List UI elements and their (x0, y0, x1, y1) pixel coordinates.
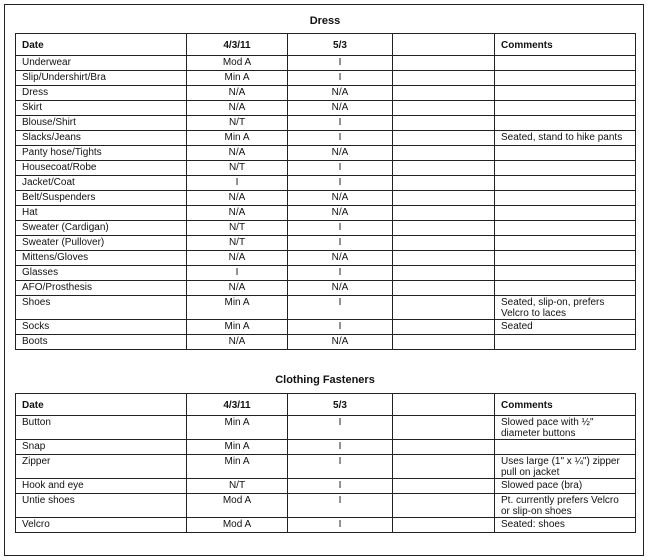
fasteners-header-date: Date (16, 394, 187, 416)
dress-header-date2: 5/3 (288, 34, 393, 56)
cell-blank (393, 116, 495, 131)
cell-blank (393, 146, 495, 161)
cell-blank (393, 221, 495, 236)
cell-rating-2: I (288, 266, 393, 281)
cell-item: Housecoat/Robe (16, 161, 187, 176)
cell-rating-2: N/A (288, 281, 393, 296)
cell-comment (495, 236, 636, 251)
cell-rating-1: I (187, 266, 288, 281)
cell-item: Skirt (16, 101, 187, 116)
dress-table-body (16, 56, 636, 350)
cell-blank (393, 455, 495, 479)
cell-rating-1: Min A (187, 71, 288, 86)
table-row (16, 281, 636, 296)
cell-rating-2: N/A (288, 251, 393, 266)
cell-rating-1: Min A (187, 320, 288, 335)
cell-comment (495, 71, 636, 86)
cell-rating-2: I (288, 116, 393, 131)
cell-blank (393, 335, 495, 350)
cell-comment (495, 440, 636, 455)
cell-rating-1: N/T (187, 479, 288, 494)
cell-blank (393, 191, 495, 206)
cell-blank (393, 320, 495, 335)
cell-rating-2: I (288, 221, 393, 236)
cell-rating-2: I (288, 296, 393, 320)
cell-rating-1: N/A (187, 86, 288, 101)
cell-item: AFO/Prosthesis (16, 281, 187, 296)
table-row (16, 251, 636, 266)
table-row (16, 146, 636, 161)
table-row (16, 266, 636, 281)
cell-blank (393, 251, 495, 266)
cell-item: Sweater (Pullover) (16, 236, 187, 251)
fasteners-header-comments: Comments (495, 394, 636, 416)
cell-rating-1: N/A (187, 281, 288, 296)
cell-comment (495, 281, 636, 296)
cell-item: Sweater (Cardigan) (16, 221, 187, 236)
table-row (16, 518, 636, 533)
cell-comment (495, 176, 636, 191)
cell-item: Blouse/Shirt (16, 116, 187, 131)
table-row (16, 479, 636, 494)
cell-blank (393, 440, 495, 455)
table-row (16, 221, 636, 236)
cell-item: Button (16, 416, 187, 440)
cell-comment (495, 206, 636, 221)
cell-rating-1: Min A (187, 131, 288, 146)
fasteners-table-body (16, 416, 636, 533)
cell-item: Socks (16, 320, 187, 335)
cell-item: Hook and eye (16, 479, 187, 494)
cell-item: Snap (16, 440, 187, 455)
cell-rating-1: Mod A (187, 494, 288, 518)
cell-blank (393, 494, 495, 518)
dress-header-row (16, 34, 636, 56)
cell-rating-2: N/A (288, 86, 393, 101)
cell-item: Glasses (16, 266, 187, 281)
cell-comment (495, 116, 636, 131)
cell-rating-1: N/T (187, 236, 288, 251)
cell-comment (495, 161, 636, 176)
table-row (16, 86, 636, 101)
table-row (16, 161, 636, 176)
table-row (16, 176, 636, 191)
cell-rating-2: I (288, 494, 393, 518)
cell-blank (393, 131, 495, 146)
cell-item: Dress (16, 86, 187, 101)
cell-rating-1: N/A (187, 146, 288, 161)
cell-item: Slacks/Jeans (16, 131, 187, 146)
cell-rating-1: Min A (187, 440, 288, 455)
cell-rating-2: I (288, 56, 393, 71)
cell-comment: Seated: shoes (495, 518, 636, 533)
cell-rating-1: N/A (187, 191, 288, 206)
cell-rating-1: N/A (187, 251, 288, 266)
cell-comment: Seated, slip-on, prefers Velcro to laces (495, 296, 636, 320)
cell-rating-1: N/T (187, 116, 288, 131)
cell-comment (495, 86, 636, 101)
table-row (16, 101, 636, 116)
dress-header-date: Date (16, 34, 187, 56)
cell-item: Boots (16, 335, 187, 350)
cell-blank (393, 416, 495, 440)
fasteners-table (15, 393, 636, 533)
dress-header-date1: 4/3/11 (187, 34, 288, 56)
cell-blank (393, 161, 495, 176)
cell-comment: Seated (495, 320, 636, 335)
cell-blank (393, 266, 495, 281)
cell-item: Belt/Suspenders (16, 191, 187, 206)
cell-blank (393, 281, 495, 296)
table-row (16, 116, 636, 131)
cell-blank (393, 176, 495, 191)
cell-comment: Pt. currently prefers Velcro or slip-on shoes (495, 494, 636, 518)
table-row (16, 440, 636, 455)
cell-item: Jacket/Coat (16, 176, 187, 191)
cell-blank (393, 479, 495, 494)
cell-blank (393, 86, 495, 101)
table-row (16, 494, 636, 518)
cell-rating-1: Min A (187, 416, 288, 440)
cell-blank (393, 56, 495, 71)
cell-comment (495, 191, 636, 206)
dress-header-blank (393, 34, 495, 56)
cell-comment (495, 221, 636, 236)
cell-rating-1: N/T (187, 161, 288, 176)
cell-item: Underwear (16, 56, 187, 71)
cell-rating-2: I (288, 518, 393, 533)
cell-item: Mittens/Gloves (16, 251, 187, 266)
cell-comment: Seated, stand to hike pants (495, 131, 636, 146)
table-row (16, 335, 636, 350)
cell-rating-2: I (288, 131, 393, 146)
table-row (16, 296, 636, 320)
fasteners-header-date1: 4/3/11 (187, 394, 288, 416)
cell-rating-2: I (288, 236, 393, 251)
cell-blank (393, 206, 495, 221)
cell-item: Zipper (16, 455, 187, 479)
cell-blank (393, 296, 495, 320)
cell-rating-2: N/A (288, 146, 393, 161)
table-row (16, 71, 636, 86)
table-row (16, 236, 636, 251)
cell-rating-1: N/A (187, 335, 288, 350)
table-row (16, 416, 636, 440)
cell-rating-1: N/A (187, 101, 288, 116)
cell-rating-2: I (288, 71, 393, 86)
cell-rating-2: N/A (288, 101, 393, 116)
cell-item: Hat (16, 206, 187, 221)
dress-table (15, 33, 636, 350)
dress-header-comments: Comments (495, 34, 636, 56)
cell-blank (393, 71, 495, 86)
cell-rating-2: N/A (288, 206, 393, 221)
cell-comment: Slowed pace (bra) (495, 479, 636, 494)
cell-rating-1: Mod A (187, 56, 288, 71)
cell-blank (393, 236, 495, 251)
fasteners-header-row (16, 394, 636, 416)
table-row (16, 56, 636, 71)
cell-item: Slip/Undershirt/Bra (16, 71, 187, 86)
cell-comment (495, 335, 636, 350)
table-row (16, 131, 636, 146)
cell-item: Velcro (16, 518, 187, 533)
cell-rating-1: Min A (187, 296, 288, 320)
cell-rating-1: N/A (187, 206, 288, 221)
fasteners-header-date2: 5/3 (288, 394, 393, 416)
cell-rating-2: I (288, 440, 393, 455)
cell-comment: Slowed pace with ½" diameter buttons (495, 416, 636, 440)
cell-rating-1: I (187, 176, 288, 191)
cell-rating-2: N/A (288, 191, 393, 206)
cell-rating-2: I (288, 320, 393, 335)
cell-rating-2: I (288, 161, 393, 176)
cell-rating-2: I (288, 479, 393, 494)
cell-rating-2: I (288, 176, 393, 191)
cell-rating-2: N/A (288, 335, 393, 350)
fasteners-header-blank (393, 394, 495, 416)
table-row (16, 191, 636, 206)
cell-comment (495, 146, 636, 161)
cell-comment: Uses large (1" x ¼") zipper pull on jacket (495, 455, 636, 479)
dress-title: Dress (309, 15, 341, 27)
cell-comment (495, 266, 636, 281)
cell-item: Shoes (16, 296, 187, 320)
table-row (16, 206, 636, 221)
table-row (16, 320, 636, 335)
cell-rating-2: I (288, 455, 393, 479)
cell-blank (393, 101, 495, 116)
cell-comment (495, 251, 636, 266)
cell-rating-1: N/T (187, 221, 288, 236)
cell-blank (393, 518, 495, 533)
cell-rating-1: Min A (187, 455, 288, 479)
cell-item: Panty hose/Tights (16, 146, 187, 161)
table-row (16, 455, 636, 479)
cell-rating-2: I (288, 416, 393, 440)
fasteners-title: Clothing Fasteners (275, 374, 375, 386)
cell-comment (495, 56, 636, 71)
cell-rating-1: Mod A (187, 518, 288, 533)
cell-comment (495, 101, 636, 116)
cell-item: Untie shoes (16, 494, 187, 518)
